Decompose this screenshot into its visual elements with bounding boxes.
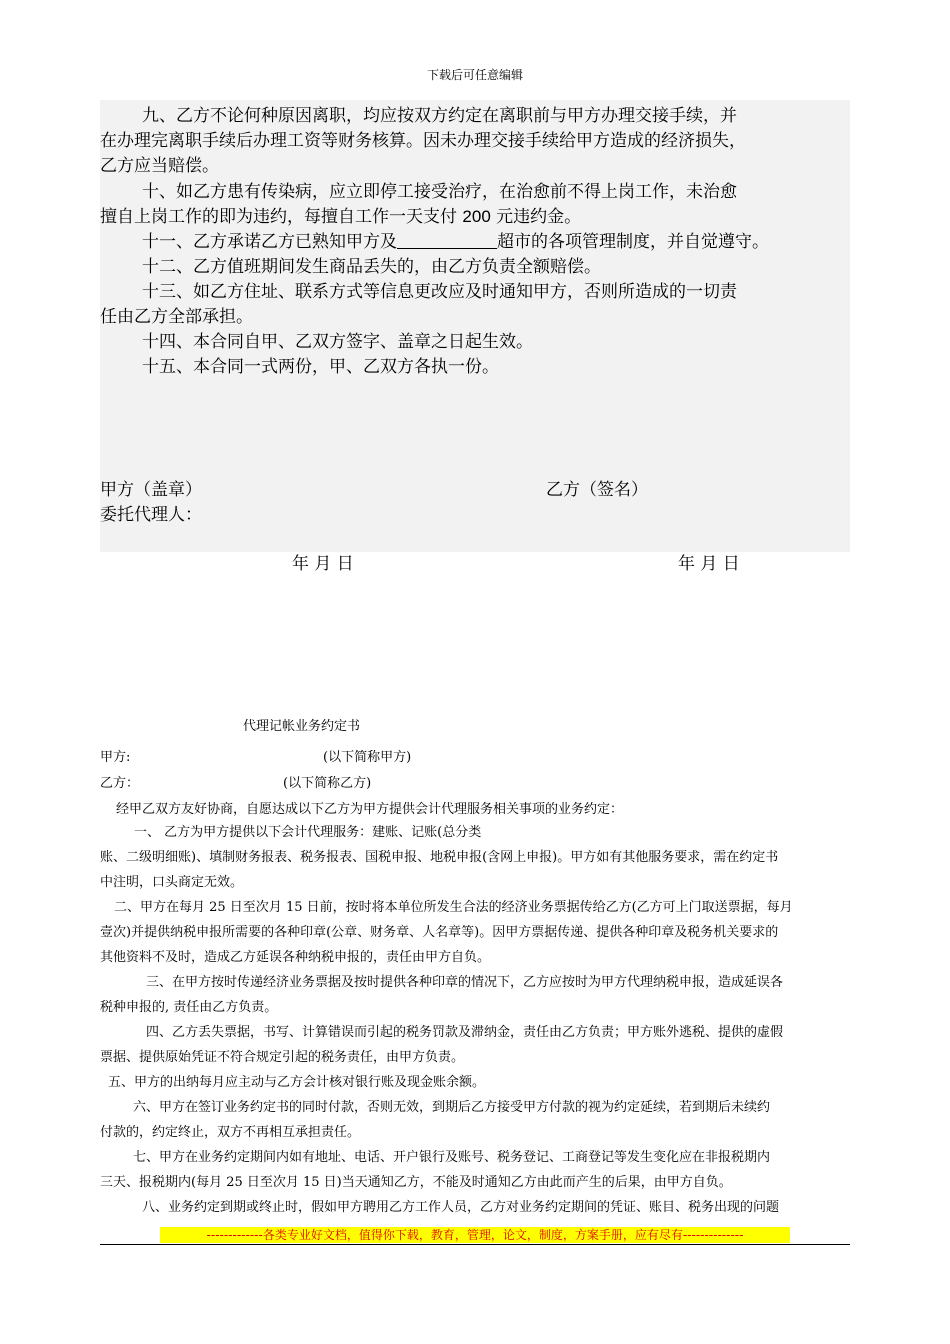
clause-13-line-2: 任由乙方全部承担。 — [100, 307, 253, 327]
agreement-intro: 经甲乙双方友好协商，自愿达成以下乙方为甲方提供会计代理服务相关事项的业务约定： — [116, 802, 624, 817]
clause-9-line-2: 在办理完离职手续后办理工资等财务核算。因未办理交接手续给甲方造成的经济损失， — [100, 131, 746, 151]
item-6-line-1: 六、甲方在签订业务约定书的同时付款，否则无效，到期后乙方接受甲方付款的视为约定延续，若到期后未续约 — [133, 1100, 771, 1115]
date-party-b: 年 月 日 — [678, 554, 740, 574]
clause-11-text-b: 超市的各项管理制度，并自觉遵守。 — [497, 232, 769, 252]
clause-9-line-1: 九、乙方不论何种原因离职，均应按双方约定在离职前与甲方办理交接手续，并 — [142, 106, 737, 126]
party-b-label: 乙方： — [100, 776, 140, 791]
page-header: 下载后可任意编辑 — [426, 68, 523, 82]
item-2-line-1: 二、甲方在每月 25 日至次月 15 日前，按时将本单位所发生合法的经济业务票据传给乙方(乙方可上门取送票据，每月 — [114, 900, 793, 915]
sign-party-b: 乙方（签名） — [546, 480, 648, 500]
clause-12: 十二、乙方值班期间发生商品丢失的，由乙方负责全额赔偿。 — [142, 257, 601, 277]
clause-15: 十五、本合同一式两份，甲、乙双方各执一份。 — [142, 357, 499, 377]
item-6-line-2: 付款的，约定终止，双方不再相互承担责任。 — [100, 1125, 361, 1140]
agent-label: 委托代理人： — [100, 505, 202, 525]
agreement-title: 代理记帐业务约定书 — [243, 719, 361, 734]
clause-10-text-a: 擅自上岗工作的即为违约，每擅自工作一天支付 — [100, 207, 463, 227]
footer-rule — [100, 1244, 850, 1245]
clause-11-text-a: 十一、乙方承诺乙方已熟知甲方及 — [142, 232, 397, 252]
party-a-note: (以下简称甲方) — [323, 750, 412, 765]
clause-9-line-3: 乙方应当赔偿。 — [100, 156, 219, 176]
item-4-line-1: 四、乙方丢失票据，书写、计算错误而引起的税务罚款及滞纳金，责任由乙方负责；甲方账外逃税、提供的虚假 — [146, 1025, 784, 1040]
clause-10-line-2 — [100, 205, 581, 229]
item-3-line-2: 税种申报的, 责任由乙方负责。 — [100, 1000, 278, 1015]
clause-11 — [142, 230, 769, 254]
clause-13-line-1: 十三、如乙方住址、联系方式等信息更改应及时通知甲方，否则所造成的一切责 — [142, 282, 737, 302]
clause-10-text-b: 元违约金。 — [490, 207, 582, 227]
item-7-line-2: 三天、报税期内(每月 25 日至次月 15 日)当天通知乙方，不能及时通知乙方由此而产生的后果，由甲方自负。 — [100, 1175, 732, 1190]
item-5: 五、甲方的出纳每月应主动与乙方会计核对银行账及现金账余额。 — [108, 1075, 486, 1090]
item-4-line-2: 票据、提供原始凭证不符合规定引起的税务责任，由甲方负责。 — [100, 1050, 465, 1065]
date-party-a: 年 月 日 — [292, 554, 354, 574]
clause-14: 十四、本合同自甲、乙双方签字、盖章之日起生效。 — [142, 332, 533, 352]
clause-10-line-1: 十、如乙方患有传染病，应立即停工接受治疗，在治愈前不得上岗工作，未治愈 — [142, 182, 737, 202]
sign-party-a: 甲方（盖章） — [100, 480, 202, 500]
item-3-line-1: 三、在甲方按时传递经济业务票据及按时提供各种印章的情况下，乙方应按时为甲方代理纳税申报，造成延误各 — [146, 975, 784, 990]
item-1-line-3: 中注明，口头商定无效。 — [100, 875, 244, 890]
item-7-line-1: 七、甲方在业务约定期间内如有地址、电话、开户银行及账号、税务登记、工商登记等发生变化应在非报税期内 — [133, 1150, 771, 1165]
party-b-note: (以下简称乙方) — [283, 776, 372, 791]
item-1-line-2: 账、二级明细账)、填制财务报表、税务报表、国税申报、地税申报(含网上申报)。甲方如有其他服务要求，需在约定书 — [100, 850, 779, 865]
item-2-line-2: 壹次)并提供纳税申报所需要的各种印章(公章、财务章、人名章等)。因甲方票据传递、提供各种印章及税务机关要求的 — [100, 925, 779, 940]
item-8-line-1: 八、业务约定到期或终止时，假如甲方聘用乙方工作人员，乙方对业务约定期间的凭证、账目、税务出现的问题 — [142, 1200, 780, 1215]
party-a-label: 甲方: — [100, 750, 131, 765]
footer-banner: -------------各类专业好文档，值得你下载，教育，管理，论文，制度，方案手册，应有尽有-------------- — [160, 1227, 790, 1243]
item-1-line-1: 一、 乙方为甲方提供以下会计代理服务：建账、记账(总分类 — [134, 825, 482, 840]
clause-10-amount: 200 — [462, 207, 491, 226]
item-2-line-3: 其他资料不及时，造成乙方延误各种纳税申报的，责任由甲方自负。 — [100, 950, 491, 965]
fill-in-blank — [397, 231, 497, 249]
